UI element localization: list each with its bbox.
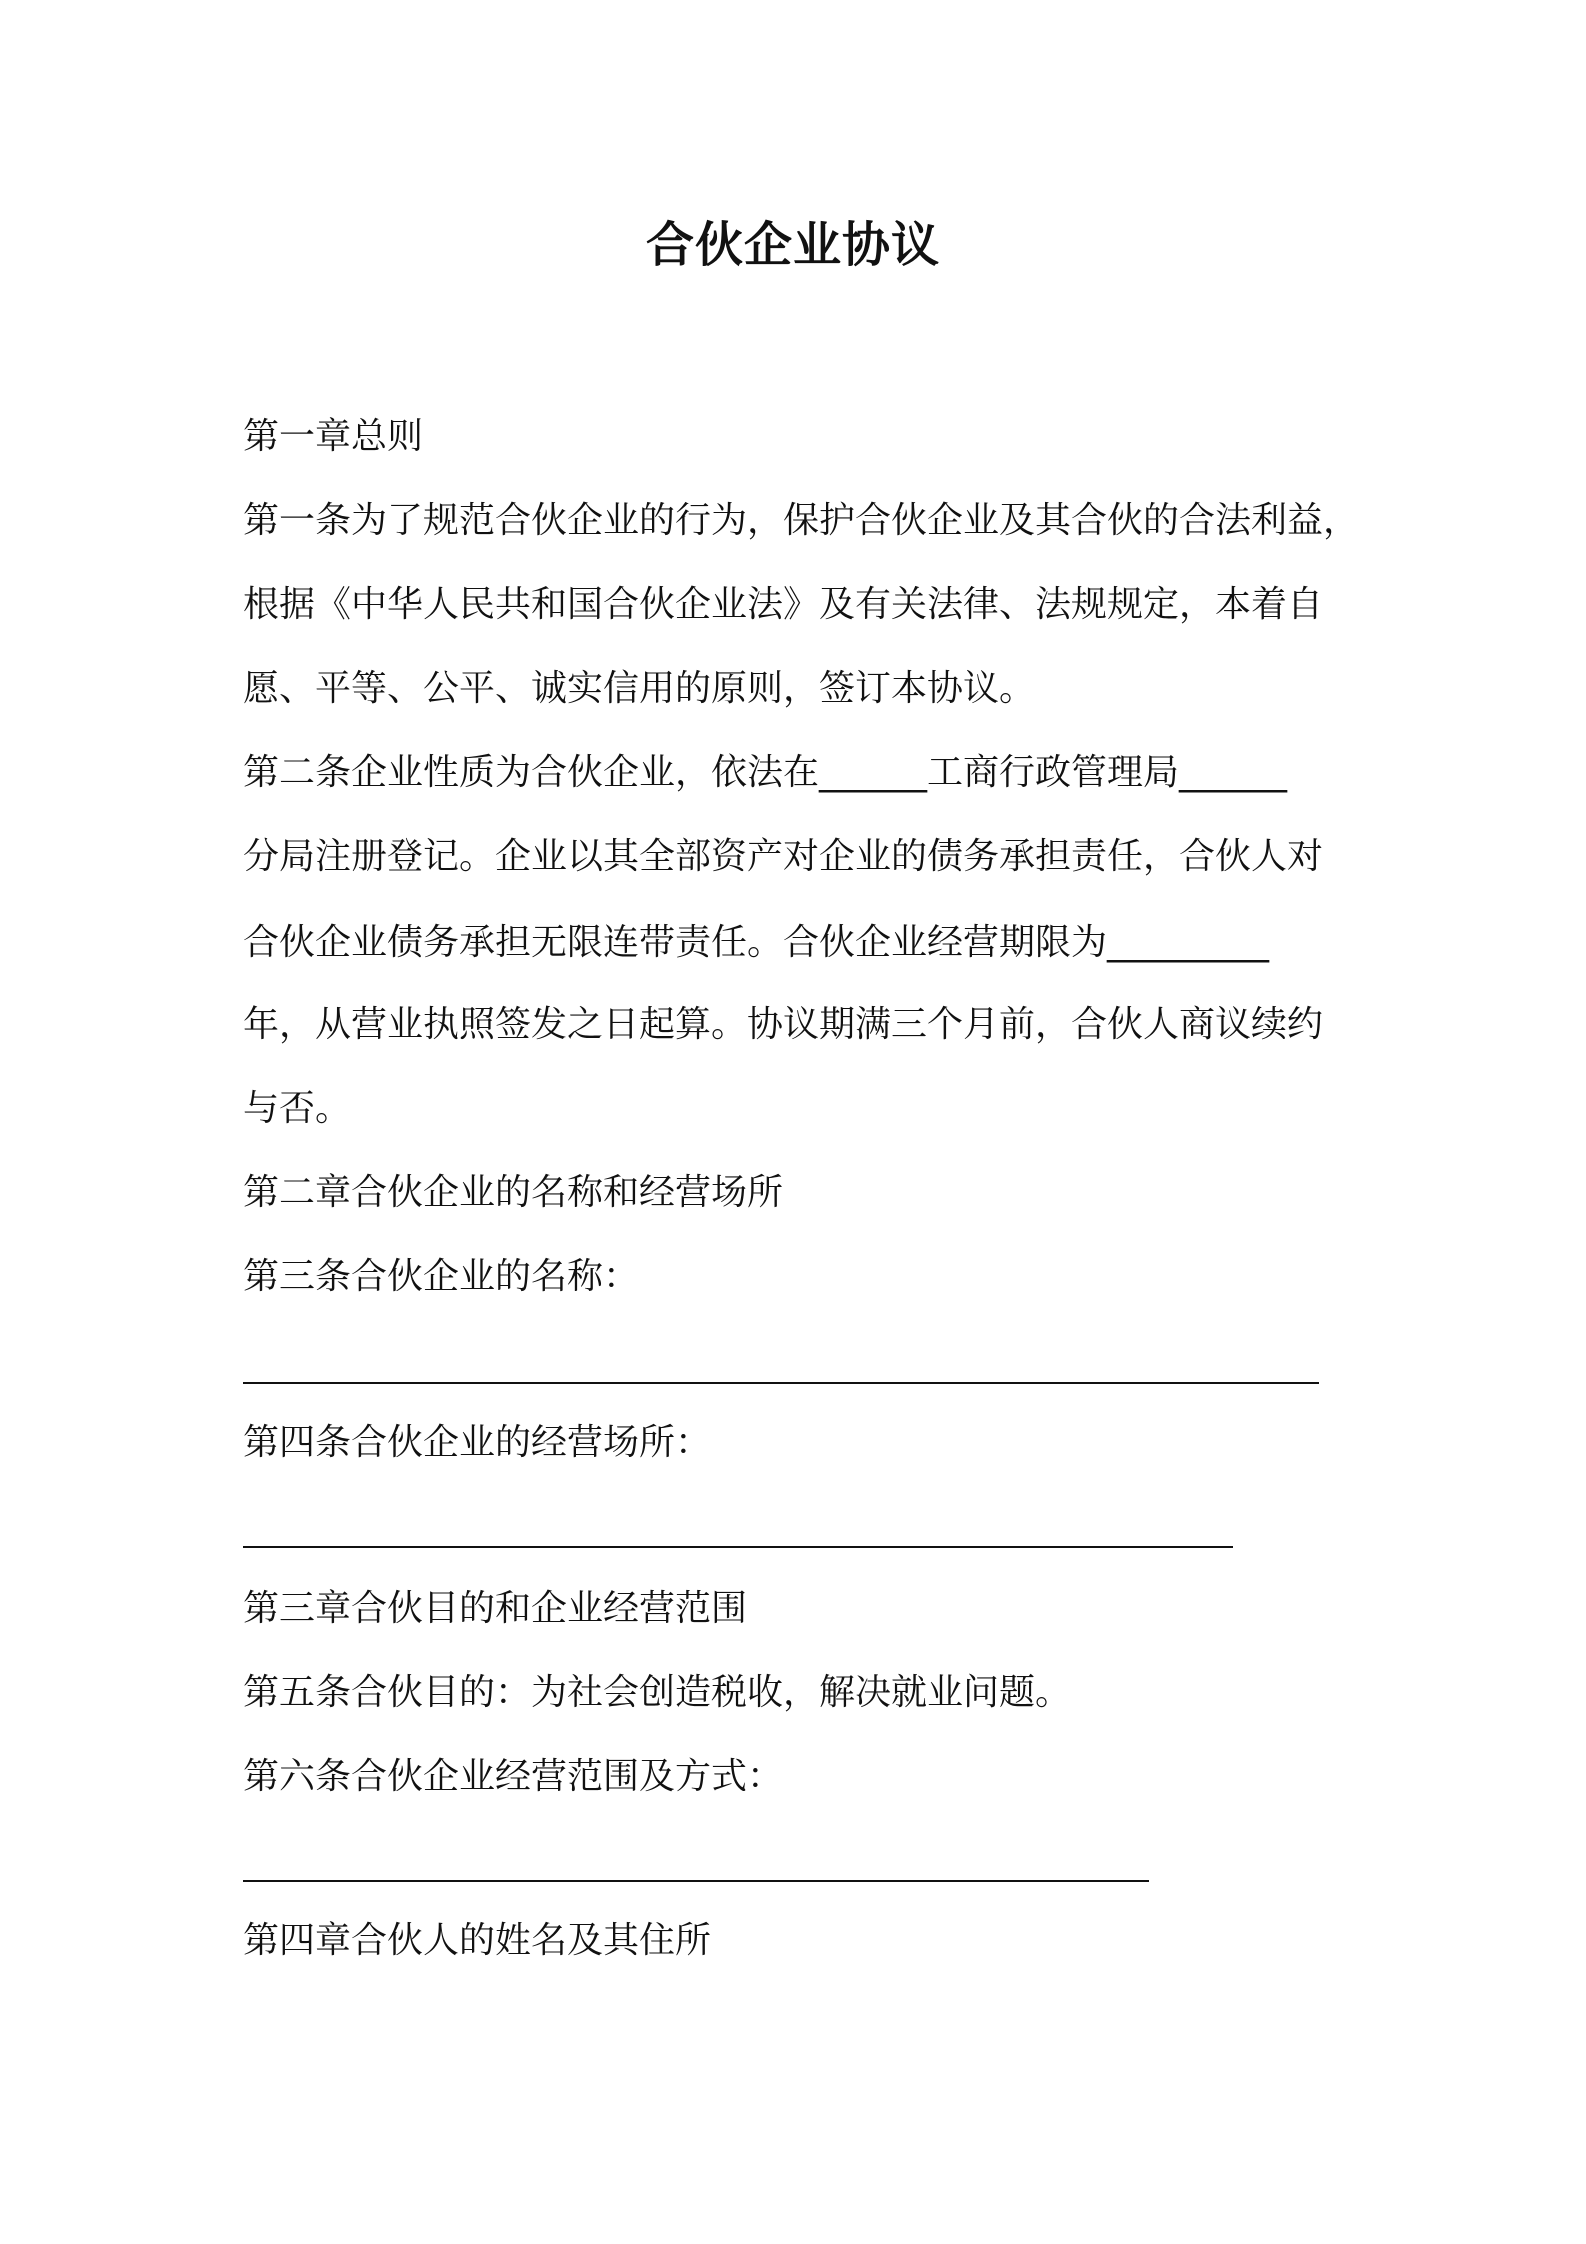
article-4-blank-line [243, 1546, 1233, 1548]
chapter-3-heading: 第三章合伙目的和企业经营范围 [243, 1588, 748, 1629]
article-6-text: 第六条合伙企业经营范围及方式： [243, 1756, 784, 1797]
chapter-4-heading: 第四章合伙人的姓名及其住所 [243, 1920, 712, 1961]
article-3-blank-line [243, 1382, 1319, 1384]
article-6-blank-line [243, 1880, 1149, 1882]
article-2-line-5: 与否。 [243, 1088, 352, 1129]
article-4-text: 第四条合伙企业的经营场所： [243, 1422, 712, 1463]
article-3-text: 第三条合伙企业的名称： [243, 1256, 640, 1297]
article-1-line-2: 根据《中华人民共和国合伙企业法》及有关法律、法规规定，本着自 [243, 584, 1324, 625]
article-2-line-1: 第二条企业性质为合伙企业，依法在______工商行政管理局______ [243, 752, 1288, 793]
article-1-line-3: 愿、平等、公平、诚实信用的原则，签订本协议。 [243, 668, 1036, 709]
chapter-2-heading: 第二章合伙企业的名称和经营场所 [243, 1172, 784, 1213]
chapter-1-heading: 第一章总则 [243, 416, 424, 457]
article-2-line-3: 合伙企业债务承担无限连带责任。合伙企业经营期限为_________ [243, 922, 1270, 963]
document-title: 合伙企业协议 [645, 217, 940, 273]
article-5-text: 第五条合伙目的：为社会创造税收，解决就业问题。 [243, 1672, 1072, 1713]
article-1-line-1: 第一条为了规范合伙企业的行为，保护合伙企业及其合伙的合法利益， [243, 500, 1360, 541]
article-2-line-4: 年，从营业执照签发之日起算。协议期满三个月前，合伙人商议续约 [243, 1004, 1324, 1045]
article-2-line-2: 分局注册登记。企业以其全部资产对企业的债务承担责任，合伙人对 [243, 836, 1324, 877]
